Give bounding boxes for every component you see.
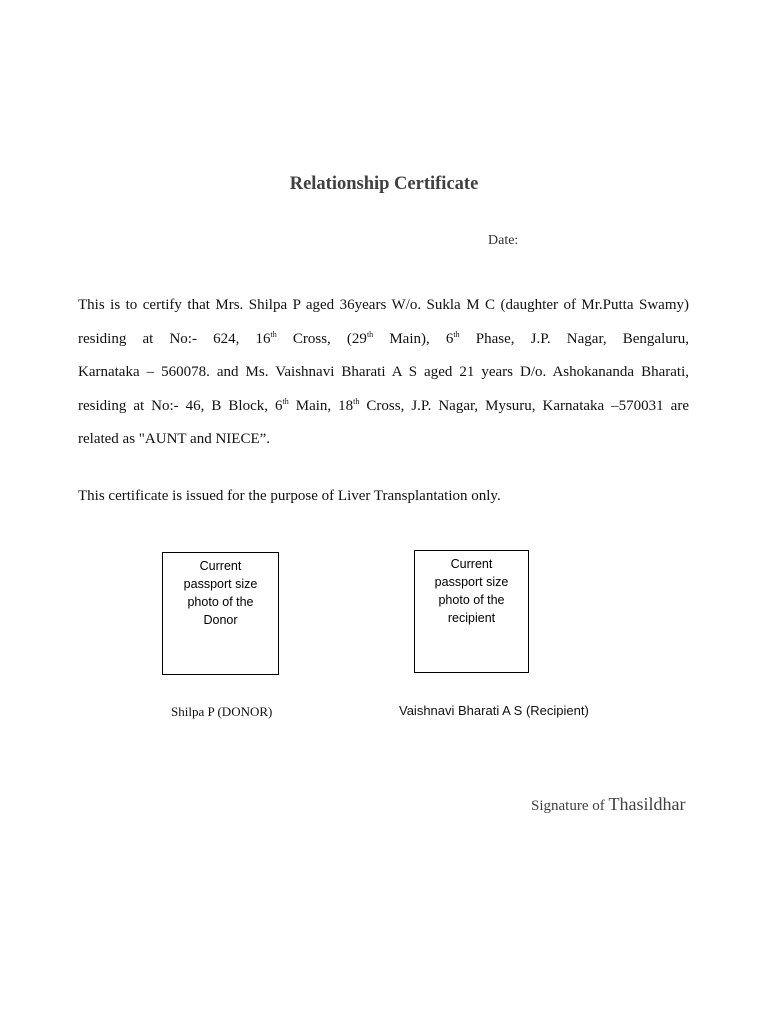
donor-photo-placeholder bbox=[162, 552, 279, 675]
purpose-statement: This certificate is issued for the purpose of Liver Transplantation only. bbox=[78, 488, 501, 504]
donor-photo-text: passport size bbox=[183, 577, 258, 591]
donor-photo-text: Current bbox=[199, 559, 242, 573]
recipient-name-label: Vaishnavi Bharati A S (Recipient) bbox=[399, 703, 589, 718]
donor-photo-text: photo of the bbox=[187, 595, 254, 609]
line4-part-a: residing at No:- 46, B Block, 6 bbox=[78, 397, 283, 414]
line2-sup-b: th bbox=[366, 329, 374, 339]
signature-prefix: Signature of bbox=[531, 798, 609, 814]
signature-line bbox=[531, 794, 685, 815]
paragraph-line-5: related as "AUNT and NIECE”. bbox=[78, 431, 271, 447]
donor-name-label: Shilpa P (DONOR) bbox=[171, 704, 273, 719]
line4-part-c: Cross, J.P. Nagar, Mysuru, Karnataka –570031 are bbox=[359, 397, 689, 414]
paragraph-line-4 bbox=[78, 390, 689, 424]
certificate-paragraph bbox=[78, 289, 689, 457]
line2-part-c: Main), 6 bbox=[373, 330, 454, 347]
line2-sup-c: th bbox=[453, 329, 460, 339]
paragraph-line-1: This is to certify that Mrs. Shilpa P aged 36years W/o. Sukla M C (daughter of Mr.Putta Swamy) bbox=[78, 297, 689, 313]
document-title: Relationship Certificate bbox=[289, 174, 479, 194]
recipient-photo-placeholder bbox=[414, 550, 529, 673]
recipient-photo-text: photo of the bbox=[438, 593, 505, 607]
line2-part-b: Cross, (29 bbox=[276, 330, 367, 347]
line2-sup-a: th bbox=[270, 329, 277, 339]
paragraph-line-2 bbox=[78, 323, 689, 357]
line4-sup-b: th bbox=[353, 396, 360, 406]
line4-sup-a: th bbox=[282, 396, 289, 406]
recipient-photo-text: recipient bbox=[447, 611, 496, 625]
paragraph-line-3: Karnataka – 560078. and Ms. Vaishnavi Bharati A S aged 21 years D/o. Ashokananda Bharati, bbox=[78, 364, 689, 380]
date-label: Date: bbox=[488, 233, 519, 248]
line2-part-a: residing at No:- 624, 16 bbox=[78, 330, 271, 347]
line2-part-d: Phase, J.P. Nagar, Bengaluru, bbox=[459, 330, 689, 347]
line4-part-b: Main, 18 bbox=[288, 397, 354, 414]
recipient-photo-text: passport size bbox=[434, 575, 509, 589]
recipient-photo-text: Current bbox=[450, 557, 493, 571]
signature-authority: Thasildhar bbox=[608, 794, 686, 814]
donor-photo-text: Donor bbox=[203, 613, 238, 627]
